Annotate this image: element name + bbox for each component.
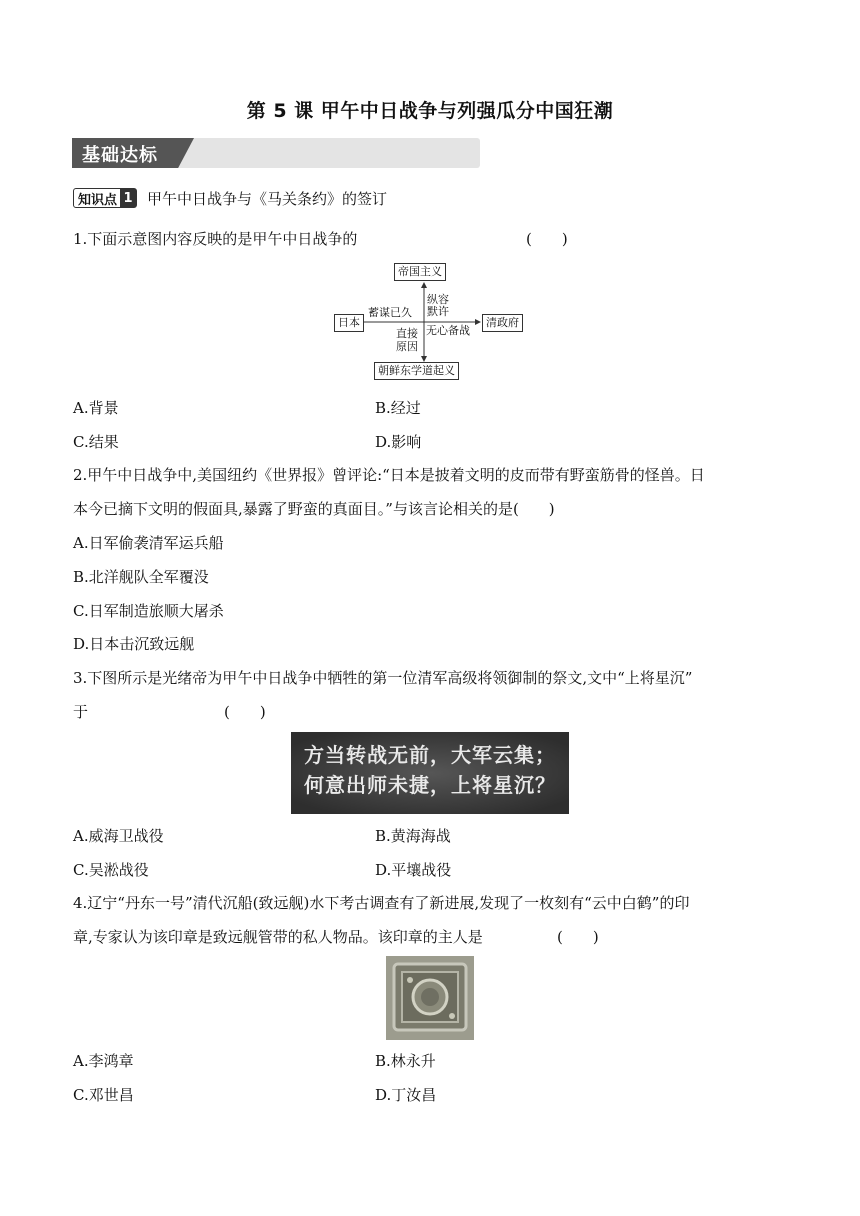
knowledge-point-number: 1 [120, 189, 136, 207]
question-4-option-d: D.丁汝昌 [375, 1086, 437, 1104]
question-3-stem-line-2: 于 [73, 703, 89, 721]
question-4-bracket: ( ) [557, 928, 599, 946]
question-3-stem-line-1: 3.下图所示是光绪帝为甲午中日战争中牺牲的第一位清军高级将领御制的祭文,文中“上将星沉” [73, 669, 693, 687]
question-3-option-a: A.威海卫战役 [73, 827, 164, 845]
question-1-option-d: D.影响 [375, 433, 422, 451]
knowledge-point-title: 甲午中日战争与《马关条约》的签订 [147, 189, 388, 208]
section-title: 基础达标 [82, 145, 158, 166]
question-2-stem-line-1: 2.甲午中日战争中,美国纽约《世界报》曾评论:“日本是披着文明的皮而带有野蛮筋骨的怪兽。日 [73, 466, 705, 484]
diagram-box-qing: 清政府 [482, 314, 523, 332]
elegy-image [291, 732, 569, 814]
knowledge-point-badge [73, 188, 137, 208]
diagram-box-japan: 日本 [334, 314, 364, 332]
section-banner [72, 138, 480, 168]
diagram-label-connive-1: 纵容 [427, 293, 449, 306]
diagram-label-connive-2: 默许 [427, 305, 449, 318]
question-2-stem-line-2: 本今已摘下文明的假面具,暴露了野蛮的真面目。”与该言论相关的是( ) [73, 500, 555, 518]
question-1-bracket: ( ) [526, 230, 568, 248]
background-diagram [330, 259, 530, 384]
diagram-label-direct: 直接 [396, 327, 418, 340]
elegy-line-1: 方当转战无前，大军云集； [304, 743, 556, 767]
diagram-box-uprising: 朝鲜东学道起义 [374, 362, 459, 380]
question-4-option-b: B.林永升 [375, 1052, 436, 1070]
question-4-stem-line-1: 4.辽宁“丹东一号”清代沉船(致远舰)水下考古调查有了新进展,发现了一枚刻有“云中白鹤”的印 [73, 894, 690, 912]
question-1-option-a: A.背景 [73, 399, 119, 417]
knowledge-point-header [73, 188, 387, 208]
diagram-label-premeditated: 蓄谋已久 [368, 306, 412, 319]
question-1-stem: 1.下面示意图内容反映的是甲午中日战争的 [73, 230, 358, 248]
question-3-option-b: B.黄海海战 [375, 827, 451, 845]
knowledge-point-label: 知识点 [78, 192, 118, 208]
diagram-label-unprepared: 无心备战 [426, 324, 470, 337]
question-3-option-d: D.平壤战役 [375, 861, 452, 879]
question-3-bracket: ( ) [224, 703, 266, 721]
diagram-box-imperialism: 帝国主义 [394, 263, 446, 281]
page-title: 第 5 课 甲午中日战争与列强瓜分中国狂潮 [246, 100, 614, 122]
seal-illustration [386, 956, 474, 1040]
question-1-option-b: B.经过 [375, 399, 421, 417]
question-1-option-c: C.结果 [73, 433, 119, 451]
question-4-stem-line-2: 章,专家认为该印章是致远舰管带的私人物品。该印章的主人是 [73, 928, 483, 946]
question-2-option-d: D.日本击沉致远舰 [73, 635, 195, 653]
seal-photo [386, 956, 474, 1040]
question-2-option-a: A.日军偷袭清军运兵船 [73, 534, 224, 552]
elegy-line-2: 何意出师未捷，上将星沉？ [304, 773, 556, 797]
question-2-option-b: B.北洋舰队全军覆没 [73, 568, 209, 586]
diagram-label-cause: 原因 [396, 340, 418, 353]
question-3-option-c: C.吴淞战役 [73, 861, 149, 879]
question-2-option-c: C.日军制造旅顺大屠杀 [73, 602, 224, 620]
question-4-option-c: C.邓世昌 [73, 1086, 134, 1104]
question-4-option-a: A.李鸿章 [73, 1052, 134, 1070]
